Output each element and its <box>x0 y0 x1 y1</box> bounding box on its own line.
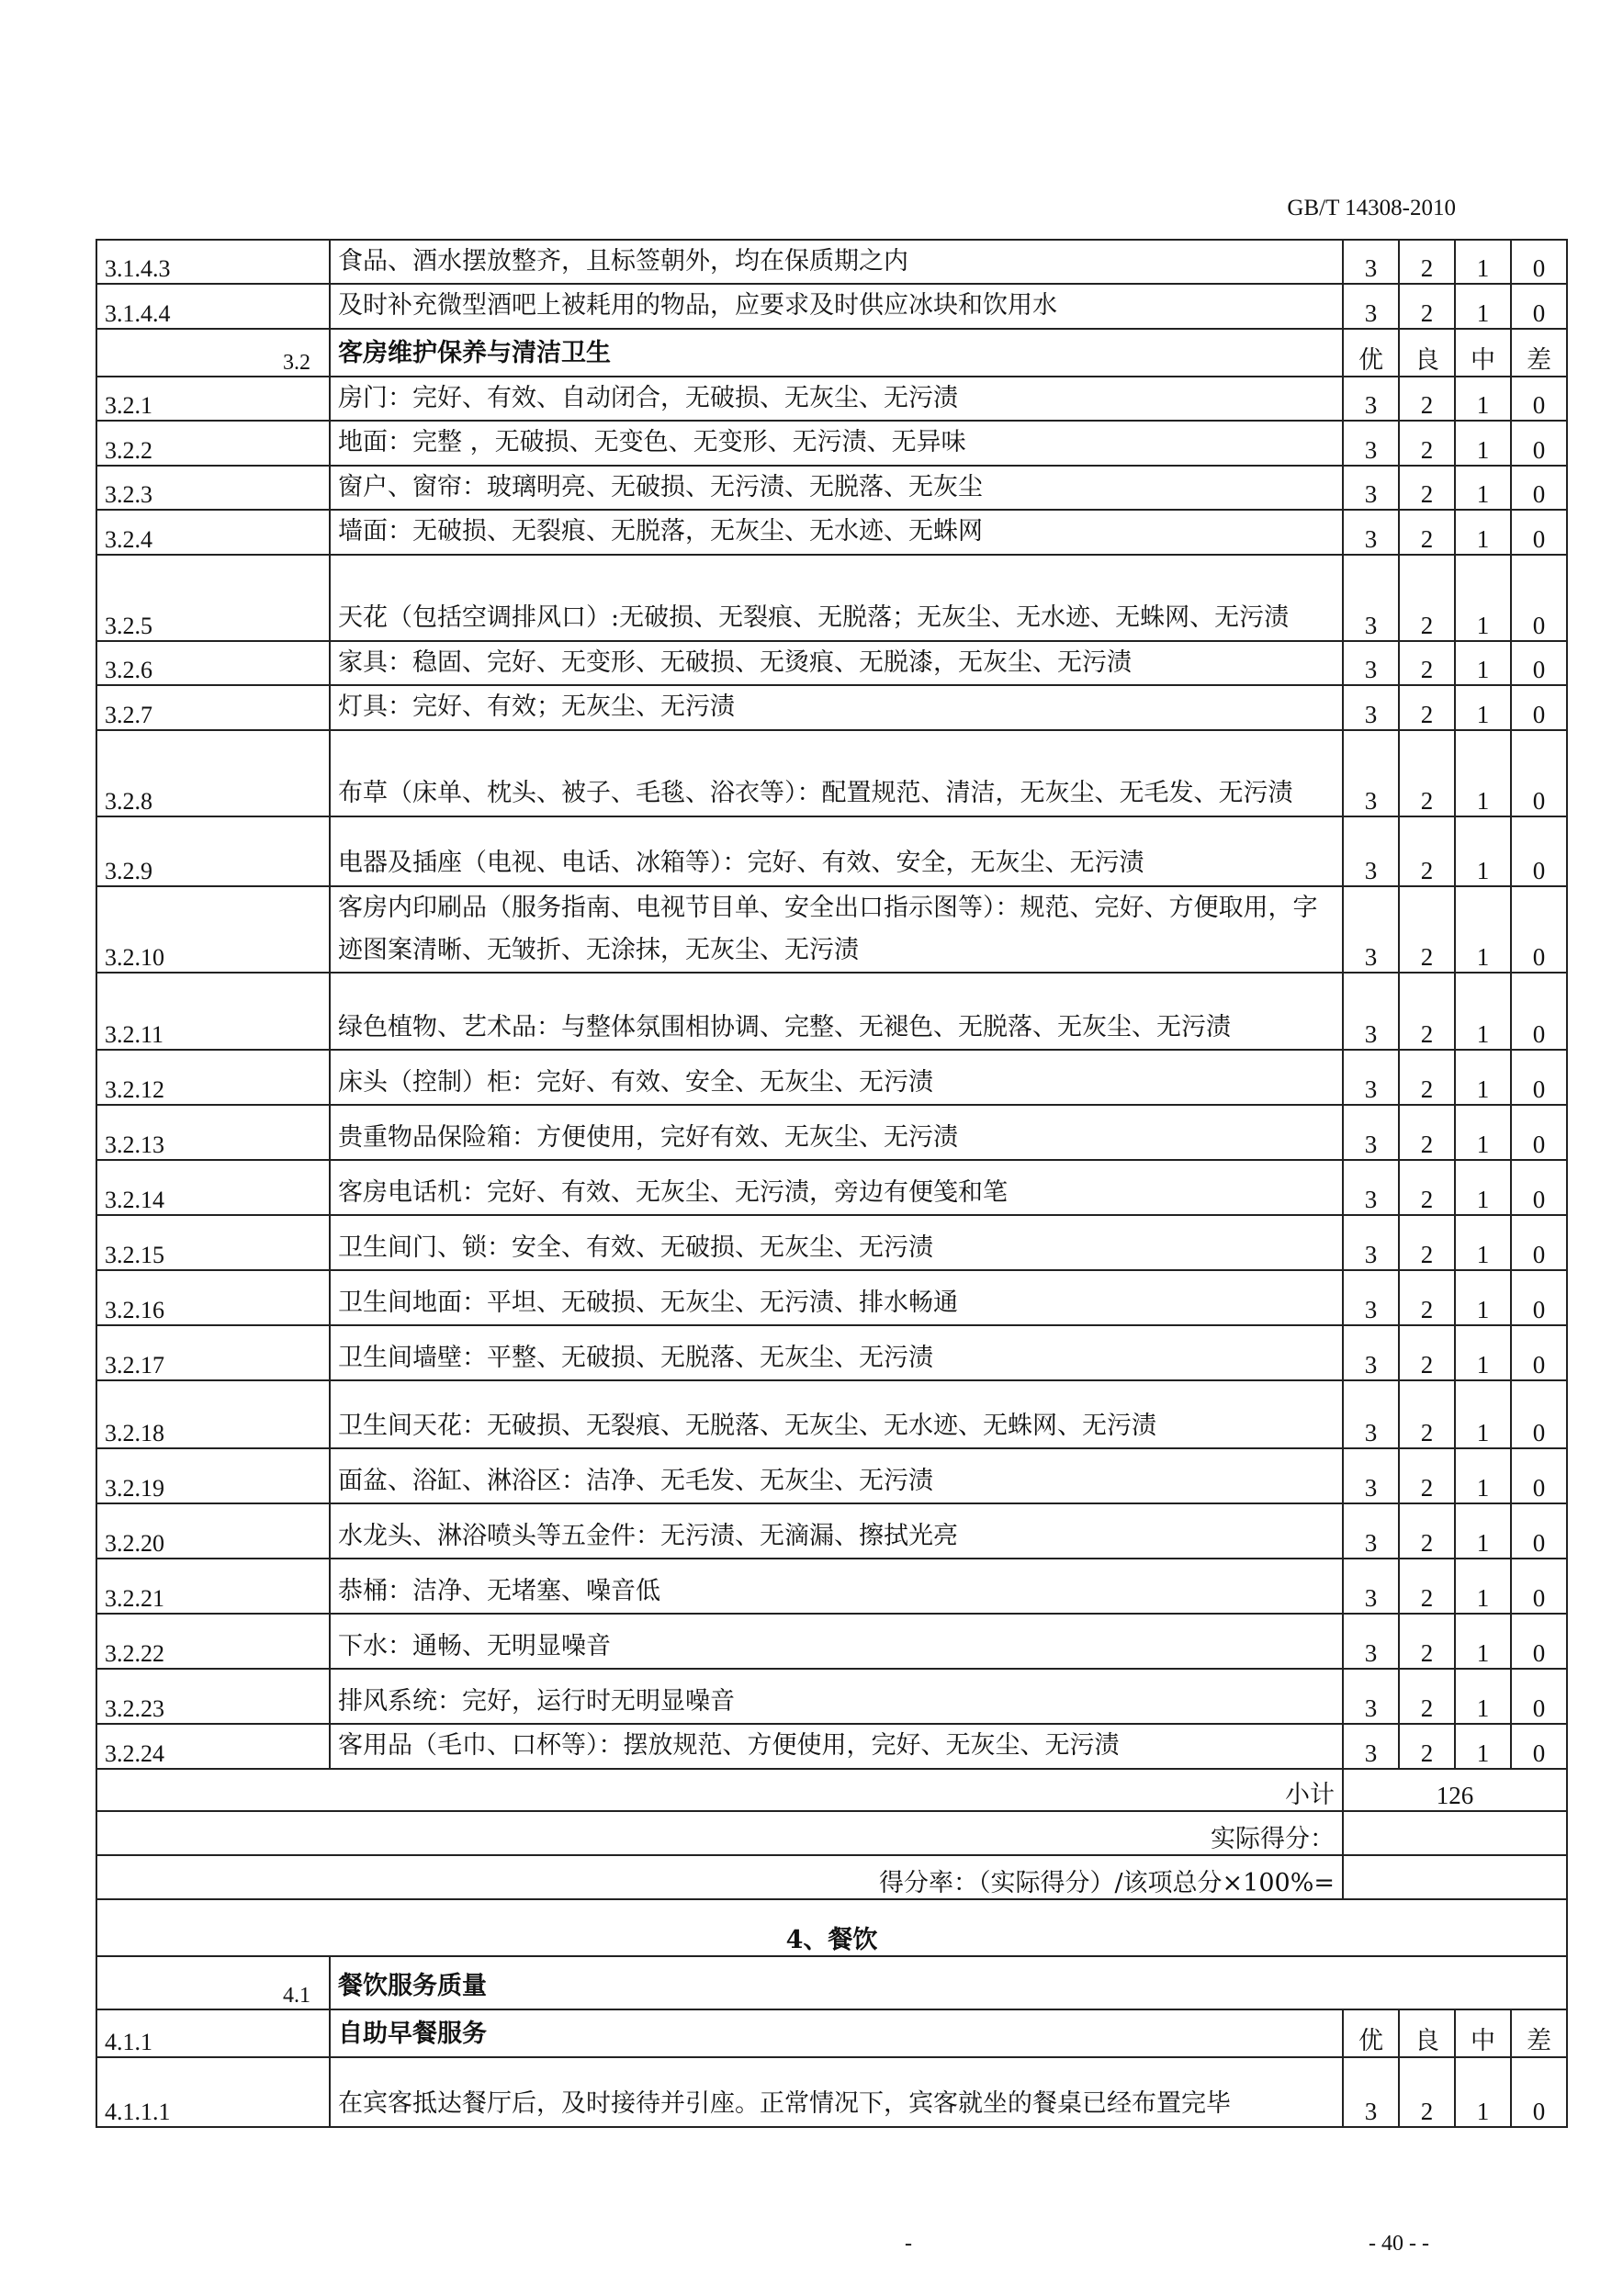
item-criteria: 排风系统：完好，运行时无明显噪音 <box>330 1669 1343 1724</box>
score-average: 1 <box>1455 2057 1511 2127</box>
score-good: 2 <box>1399 816 1455 886</box>
score-excellent: 3 <box>1343 466 1399 510</box>
score-average: 1 <box>1455 466 1511 510</box>
score-poor: 0 <box>1511 466 1567 510</box>
item-criteria: 灯具：完好、有效；无灰尘、无污渍 <box>330 685 1343 729</box>
item-code: 3.2.18 <box>96 1380 330 1448</box>
score-average: 1 <box>1455 377 1511 421</box>
score-excellent: 3 <box>1343 284 1399 328</box>
score-average: 1 <box>1455 1724 1511 1768</box>
score-good: 2 <box>1399 1669 1455 1724</box>
section-4-1-1-row <box>96 2009 1567 2057</box>
score-good: 2 <box>1399 1614 1455 1669</box>
table-row <box>96 2057 1567 2127</box>
score-good: 2 <box>1399 1325 1455 1380</box>
table-row <box>96 1325 1567 1380</box>
item-code: 3.2.1 <box>96 377 330 421</box>
score-average: 1 <box>1455 685 1511 729</box>
score-average: 1 <box>1455 1050 1511 1105</box>
grade-excellent: 优 <box>1343 329 1399 377</box>
score-excellent: 3 <box>1343 510 1399 554</box>
grade-poor: 差 <box>1511 329 1567 377</box>
score-average: 1 <box>1455 510 1511 554</box>
score-poor: 0 <box>1511 1448 1567 1503</box>
grade-average: 中 <box>1455 329 1511 377</box>
score-good: 2 <box>1399 1215 1455 1270</box>
table-row <box>96 1559 1567 1614</box>
score-average: 1 <box>1455 973 1511 1050</box>
item-criteria: 绿色植物、艺术品：与整体氛围相协调、完整、无褪色、无脱落、无灰尘、无污渍 <box>330 973 1343 1050</box>
table-row <box>96 886 1567 974</box>
table-row <box>96 641 1567 685</box>
table-row <box>96 1215 1567 1270</box>
item-code: 3.2.17 <box>96 1325 330 1380</box>
actual-score-row <box>96 1811 1567 1855</box>
table-row <box>96 240 1567 284</box>
score-good: 2 <box>1399 1503 1455 1559</box>
score-good: 2 <box>1399 1724 1455 1768</box>
grade-good: 良 <box>1399 329 1455 377</box>
scoring-table <box>96 239 1568 2128</box>
item-code: 3.1.4.3 <box>96 240 330 284</box>
score-average: 1 <box>1455 816 1511 886</box>
item-criteria: 墙面：无破损、无裂痕、无脱落，无灰尘、无水迹、无蛛网 <box>330 510 1343 554</box>
item-criteria: 及时补充微型酒吧上被耗用的物品，应要求及时供应冰块和饮用水 <box>330 284 1343 328</box>
section-header-3-2 <box>96 329 1567 377</box>
score-average: 1 <box>1455 641 1511 685</box>
score-good: 2 <box>1399 555 1455 641</box>
score-excellent: 3 <box>1343 555 1399 641</box>
score-good: 2 <box>1399 973 1455 1050</box>
item-code: 4.1.1.1 <box>96 2057 330 2127</box>
table-row <box>96 1160 1567 1215</box>
score-poor: 0 <box>1511 685 1567 729</box>
score-poor: 0 <box>1511 377 1567 421</box>
table-row <box>96 973 1567 1050</box>
item-criteria: 电器及插座（电视、电话、冰箱等）：完好、有效、安全，无灰尘、无污渍 <box>330 816 1343 886</box>
section-title: 客房维护保养与清洁卫生 <box>330 329 1343 377</box>
item-code: 3.2.7 <box>96 685 330 729</box>
score-poor: 0 <box>1511 816 1567 886</box>
score-excellent: 3 <box>1343 1160 1399 1215</box>
score-poor: 0 <box>1511 1503 1567 1559</box>
grade-poor: 差 <box>1511 2009 1567 2057</box>
item-criteria: 恭桶：洁净、无堵塞、噪音低 <box>330 1559 1343 1614</box>
score-good: 2 <box>1399 377 1455 421</box>
item-code: 3.2.13 <box>96 1105 330 1160</box>
page-number: - 40 - - <box>1369 2232 1429 2256</box>
score-poor: 0 <box>1511 1724 1567 1768</box>
table-row <box>96 466 1567 510</box>
score-excellent: 3 <box>1343 641 1399 685</box>
score-poor: 0 <box>1511 1270 1567 1325</box>
item-criteria: 食品、酒水摆放整齐，且标签朝外，均在保质期之内 <box>330 240 1343 284</box>
table-row <box>96 1448 1567 1503</box>
item-criteria: 卫生间地面：平坦、无破损、无灰尘、无污渍、排水畅通 <box>330 1270 1343 1325</box>
score-poor: 0 <box>1511 973 1567 1050</box>
score-good: 2 <box>1399 1050 1455 1105</box>
section-4-1-1-code: 4.1.1 <box>96 2009 330 2057</box>
table-row <box>96 1669 1567 1724</box>
table-row <box>96 1503 1567 1559</box>
grade-average: 中 <box>1455 2009 1511 2057</box>
item-code: 3.2.12 <box>96 1050 330 1105</box>
item-criteria: 窗户、窗帘：玻璃明亮、无破损、无污渍、无脱落、无灰尘 <box>330 466 1343 510</box>
score-good: 2 <box>1399 1380 1455 1448</box>
subtotal-label: 小计 <box>96 1769 1343 1811</box>
item-criteria: 水龙头、淋浴喷头等五金件：无污渍、无滴漏、擦拭光亮 <box>330 1503 1343 1559</box>
section-4-1-title: 餐饮服务质量 <box>330 1956 1567 2009</box>
item-code: 3.2.23 <box>96 1669 330 1724</box>
score-average: 1 <box>1455 1325 1511 1380</box>
score-poor: 0 <box>1511 1614 1567 1669</box>
score-average: 1 <box>1455 1448 1511 1503</box>
item-criteria: 客房内印刷品（服务指南、电视节目单、安全出口指示图等）：规范、完好、方便取用，字迹图案清晰、无皱折、无涂抹，无灰尘、无污渍 <box>330 886 1343 974</box>
table-row <box>96 1380 1567 1448</box>
score-average: 1 <box>1455 1270 1511 1325</box>
table-row <box>96 685 1567 729</box>
item-criteria: 天花（包括空调排风口）:无破损、无裂痕、无脱落；无灰尘、无水迹、无蛛网、无污渍 <box>330 555 1343 641</box>
score-excellent: 3 <box>1343 973 1399 1050</box>
table-row <box>96 1724 1567 1768</box>
score-average: 1 <box>1455 886 1511 974</box>
item-criteria: 房门：完好、有效、自动闭合，无破损、无灰尘、无污渍 <box>330 377 1343 421</box>
score-good: 2 <box>1399 240 1455 284</box>
score-average: 1 <box>1455 1559 1511 1614</box>
subtotal-value: 126 <box>1343 1769 1567 1811</box>
score-excellent: 3 <box>1343 1724 1399 1768</box>
item-criteria: 下水：通畅、无明显噪音 <box>330 1614 1343 1669</box>
score-rate-row <box>96 1855 1567 1899</box>
table-row <box>96 1105 1567 1160</box>
item-code: 3.2.22 <box>96 1614 330 1669</box>
score-excellent: 3 <box>1343 421 1399 465</box>
score-excellent: 3 <box>1343 1325 1399 1380</box>
item-code: 3.2.3 <box>96 466 330 510</box>
item-code: 3.2.14 <box>96 1160 330 1215</box>
score-excellent: 3 <box>1343 1559 1399 1614</box>
score-average: 1 <box>1455 555 1511 641</box>
score-poor: 0 <box>1511 1325 1567 1380</box>
score-average: 1 <box>1455 1105 1511 1160</box>
item-criteria: 床头（控制）柜：完好、有效、安全、无灰尘、无污渍 <box>330 1050 1343 1105</box>
item-criteria: 客用品（毛巾、口杯等）：摆放规范、方便使用，完好、无灰尘、无污渍 <box>330 1724 1343 1768</box>
standard-code: GB/T 14308-2010 <box>1287 196 1456 220</box>
table-row <box>96 1614 1567 1669</box>
item-criteria: 地面：完整 ，无破损、无变色、无变形、无污渍、无异味 <box>330 421 1343 465</box>
section-4-1-1-title: 自助早餐服务 <box>330 2009 1343 2057</box>
score-excellent: 3 <box>1343 1270 1399 1325</box>
score-good: 2 <box>1399 730 1455 816</box>
grade-excellent: 优 <box>1343 2009 1399 2057</box>
actual-score-value <box>1343 1811 1567 1855</box>
score-excellent: 3 <box>1343 2057 1399 2127</box>
section-4-title: 4、餐饮 <box>96 1899 1567 1956</box>
score-poor: 0 <box>1511 2057 1567 2127</box>
table-row <box>96 284 1567 328</box>
section-4-row <box>96 1899 1567 1956</box>
item-code: 3.2.15 <box>96 1215 330 1270</box>
score-average: 1 <box>1455 1160 1511 1215</box>
score-poor: 0 <box>1511 240 1567 284</box>
score-poor: 0 <box>1511 284 1567 328</box>
score-poor: 0 <box>1511 730 1567 816</box>
item-criteria: 贵重物品保险箱：方便使用，完好有效、无灰尘、无污渍 <box>330 1105 1343 1160</box>
score-excellent: 3 <box>1343 1380 1399 1448</box>
score-good: 2 <box>1399 1559 1455 1614</box>
item-code: 3.2.5 <box>96 555 330 641</box>
score-excellent: 3 <box>1343 685 1399 729</box>
table-row <box>96 730 1567 816</box>
item-code: 3.2.16 <box>96 1270 330 1325</box>
item-code: 3.2.6 <box>96 641 330 685</box>
score-poor: 0 <box>1511 555 1567 641</box>
item-code: 3.2.21 <box>96 1559 330 1614</box>
score-excellent: 3 <box>1343 1050 1399 1105</box>
item-code: 3.2.19 <box>96 1448 330 1503</box>
item-code: 3.1.4.4 <box>96 284 330 328</box>
score-poor: 0 <box>1511 1669 1567 1724</box>
score-good: 2 <box>1399 1160 1455 1215</box>
score-good: 2 <box>1399 284 1455 328</box>
subtotal-row <box>96 1769 1567 1811</box>
score-average: 1 <box>1455 1614 1511 1669</box>
score-poor: 0 <box>1511 1160 1567 1215</box>
section-4-1-row <box>96 1956 1567 2009</box>
score-excellent: 3 <box>1343 377 1399 421</box>
table-row <box>96 1050 1567 1105</box>
score-average: 1 <box>1455 1215 1511 1270</box>
item-code: 3.2.8 <box>96 730 330 816</box>
score-good: 2 <box>1399 641 1455 685</box>
score-good: 2 <box>1399 1105 1455 1160</box>
score-average: 1 <box>1455 1503 1511 1559</box>
item-criteria: 卫生间墙壁：平整、无破损、无脱落、无灰尘、无污渍 <box>330 1325 1343 1380</box>
score-good: 2 <box>1399 466 1455 510</box>
score-average: 1 <box>1455 1380 1511 1448</box>
score-good: 2 <box>1399 2057 1455 2127</box>
score-poor: 0 <box>1511 1105 1567 1160</box>
score-average: 1 <box>1455 421 1511 465</box>
score-good: 2 <box>1399 421 1455 465</box>
item-code: 3.2.2 <box>96 421 330 465</box>
score-poor: 0 <box>1511 421 1567 465</box>
score-excellent: 3 <box>1343 1614 1399 1669</box>
score-good: 2 <box>1399 685 1455 729</box>
item-code: 3.2.24 <box>96 1724 330 1768</box>
table-row <box>96 816 1567 886</box>
item-criteria: 在宾客抵达餐厅后，及时接待并引座。正常情况下，宾客就坐的餐桌已经布置完毕 <box>330 2057 1343 2127</box>
score-rate-value <box>1343 1855 1567 1899</box>
score-average: 1 <box>1455 1669 1511 1724</box>
score-excellent: 3 <box>1343 1215 1399 1270</box>
score-excellent: 3 <box>1343 240 1399 284</box>
item-criteria: 面盆、浴缸、淋浴区：洁净、无毛发、无灰尘、无污渍 <box>330 1448 1343 1503</box>
score-poor: 0 <box>1511 641 1567 685</box>
item-code: 3.2.10 <box>96 886 330 974</box>
score-excellent: 3 <box>1343 886 1399 974</box>
section-4-1-code: 4.1 <box>96 1956 330 2009</box>
table-row <box>96 510 1567 554</box>
item-criteria: 客房电话机：完好、有效、无灰尘、无污渍，旁边有便笺和笔 <box>330 1160 1343 1215</box>
score-poor: 0 <box>1511 1215 1567 1270</box>
item-code: 3.2.4 <box>96 510 330 554</box>
score-good: 2 <box>1399 510 1455 554</box>
actual-score-label: 实际得分： <box>96 1811 1343 1855</box>
score-rate-label: 得分率：（实际得分）/该项总分×100%= <box>96 1855 1343 1899</box>
table-row <box>96 377 1567 421</box>
score-good: 2 <box>1399 1270 1455 1325</box>
item-criteria: 布草（床单、枕头、被子、毛毯、浴衣等）：配置规范、清洁，无灰尘、无毛发、无污渍 <box>330 730 1343 816</box>
score-poor: 0 <box>1511 886 1567 974</box>
score-excellent: 3 <box>1343 1669 1399 1724</box>
score-excellent: 3 <box>1343 1448 1399 1503</box>
score-excellent: 3 <box>1343 816 1399 886</box>
section-code: 3.2 <box>96 329 330 377</box>
score-good: 2 <box>1399 886 1455 974</box>
table-row <box>96 1270 1567 1325</box>
score-good: 2 <box>1399 1448 1455 1503</box>
score-excellent: 3 <box>1343 730 1399 816</box>
item-code: 3.2.11 <box>96 973 330 1050</box>
score-excellent: 3 <box>1343 1105 1399 1160</box>
score-excellent: 3 <box>1343 1503 1399 1559</box>
score-average: 1 <box>1455 284 1511 328</box>
score-poor: 0 <box>1511 1050 1567 1105</box>
item-code: 3.2.9 <box>96 816 330 886</box>
score-poor: 0 <box>1511 510 1567 554</box>
score-poor: 0 <box>1511 1559 1567 1614</box>
item-criteria: 卫生间门、锁：安全、有效、无破损、无灰尘、无污渍 <box>330 1215 1343 1270</box>
table-row <box>96 555 1567 641</box>
item-criteria: 卫生间天花：无破损、无裂痕、无脱落、无灰尘、无水迹、无蛛网、无污渍 <box>330 1380 1343 1448</box>
footer-mark: - <box>905 2232 912 2256</box>
item-code: 3.2.20 <box>96 1503 330 1559</box>
grade-good: 良 <box>1399 2009 1455 2057</box>
score-poor: 0 <box>1511 1380 1567 1448</box>
table-row <box>96 421 1567 465</box>
score-average: 1 <box>1455 240 1511 284</box>
item-criteria: 家具：稳固、完好、无变形、无破损、无烫痕、无脱漆，无灰尘、无污渍 <box>330 641 1343 685</box>
score-average: 1 <box>1455 730 1511 816</box>
